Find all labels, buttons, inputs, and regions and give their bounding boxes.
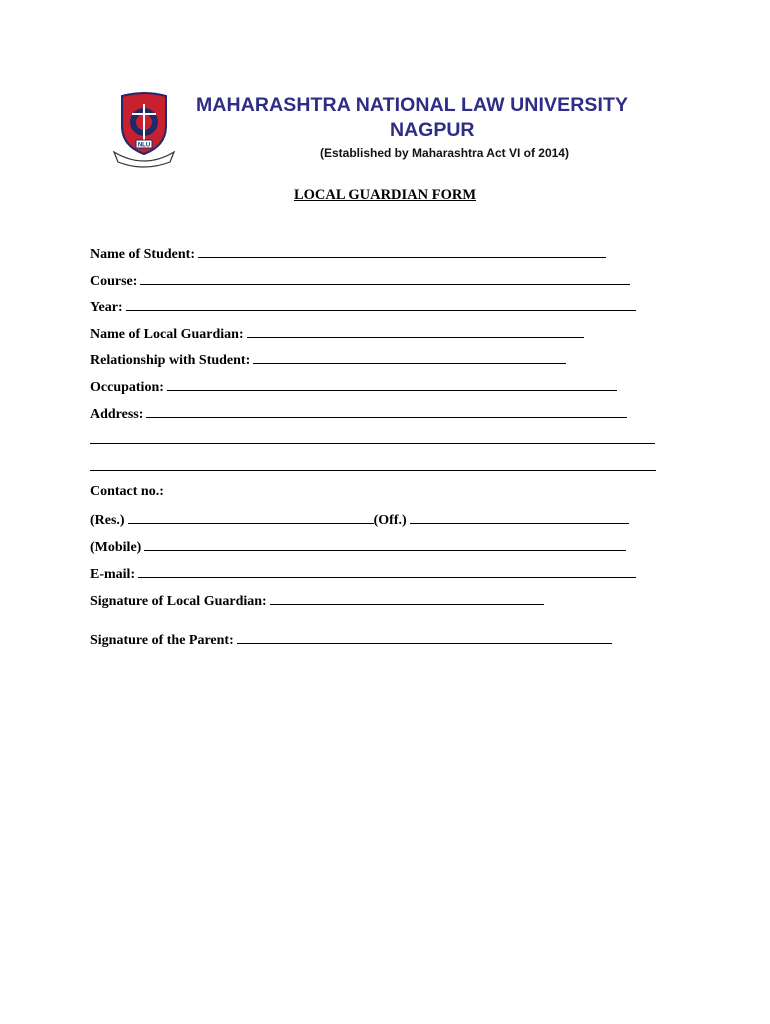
mobile-field	[90, 537, 626, 555]
res-label: (Res.)	[90, 513, 125, 528]
year-label: Year:	[90, 300, 123, 315]
guardian-signature-label: Signature of Local Guardian:	[90, 594, 267, 609]
course-line[interactable]	[140, 271, 630, 285]
res-line[interactable]	[128, 510, 374, 524]
form-title: LOCAL GUARDIAN FORM	[293, 187, 477, 203]
mobile-label: (Mobile)	[90, 540, 142, 555]
student-name-label: Name of Student:	[90, 247, 195, 262]
email-line[interactable]	[138, 564, 636, 578]
guardian-signature-line[interactable]	[270, 591, 544, 605]
address-label: Address:	[90, 407, 144, 422]
contact-label: Contact no.:	[90, 484, 164, 499]
relationship-label: Relationship with Student:	[90, 353, 251, 368]
parent-signature-line[interactable]	[237, 630, 612, 644]
off-line[interactable]	[410, 510, 629, 524]
letterhead	[112, 84, 688, 170]
university-city: NAGPUR	[390, 119, 475, 141]
email-label: E-mail:	[90, 567, 136, 582]
email-field	[90, 564, 636, 582]
contact-heading	[90, 483, 164, 501]
address-line[interactable]	[146, 404, 627, 418]
student-name-line[interactable]	[198, 244, 606, 258]
occupation-label: Occupation:	[90, 380, 164, 395]
university-logo	[112, 92, 176, 168]
year-field	[90, 297, 636, 315]
established-note: (Established by Maharashtra Act VI of 2014)	[320, 146, 569, 160]
mobile-line[interactable]	[144, 537, 626, 551]
student-name-field	[90, 244, 606, 262]
guardian-signature-field	[90, 591, 544, 609]
university-name: MAHARASHTRA NATIONAL LAW UNIVERSITY	[196, 94, 629, 116]
relationship-line[interactable]	[253, 350, 566, 364]
guardian-name-label: Name of Local Guardian:	[90, 327, 244, 342]
address-line-3[interactable]	[90, 470, 656, 471]
occupation-field	[90, 377, 617, 395]
parent-signature-label: Signature of the Parent:	[90, 633, 234, 648]
phone-field	[90, 510, 629, 528]
relationship-field	[90, 350, 566, 368]
address-field	[90, 404, 627, 422]
address-line-2[interactable]	[90, 443, 655, 444]
guardian-name-field	[90, 324, 584, 342]
course-label: Course:	[90, 274, 138, 289]
year-line[interactable]	[126, 297, 636, 311]
guardian-name-line[interactable]	[247, 324, 584, 338]
parent-signature-field	[90, 630, 612, 648]
occupation-line[interactable]	[167, 377, 617, 391]
off-label: (Off.)	[373, 513, 407, 528]
course-field	[90, 271, 630, 289]
logo-badge: NLU	[137, 142, 151, 149]
